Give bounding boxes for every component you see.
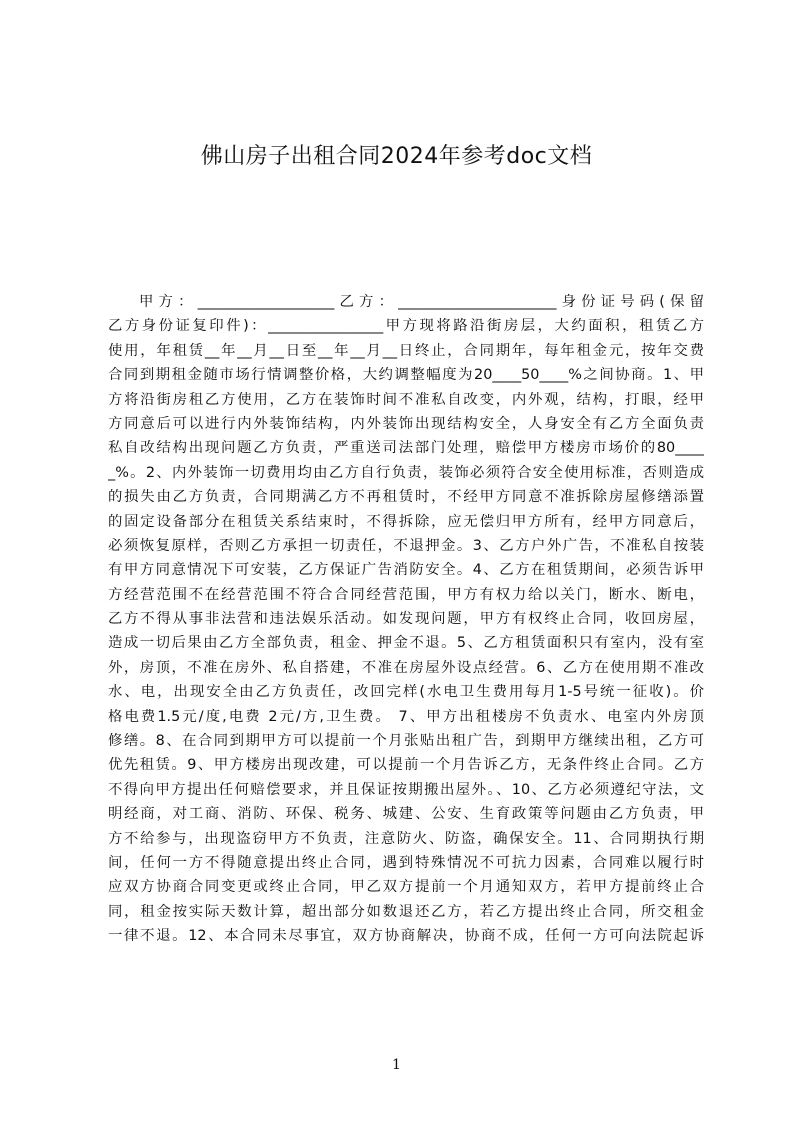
- body-line: 私自改结构出现问题乙方负责，严重送司法部门处理，赔偿甲方楼房市场价的80____: [108, 440, 704, 457]
- body-line: 的损失由乙方负责，合同期满乙方不再租赁时，不经甲方同意不准拆除房屋修缮添置: [108, 489, 704, 506]
- body-line: 必须恢复原样，否则乙方承担一切责任，不退押金。3、乙方户外广告，不准私自按装: [108, 537, 704, 554]
- body-line: _%。2、内外装饰一切费用均由乙方自行负责，装饰必须符合安全使用标准，否则造成: [108, 464, 704, 481]
- body-line: 使用，年租赁__年__月__日至__年__月__日终止，合同期年，每年租金元，按年交费: [108, 342, 704, 359]
- body-line: 方将沿街房租乙方使用，乙方在装饰时间不准私自改变，内外观，结构，打眼，经甲: [108, 391, 704, 408]
- body-line: 有甲方同意情况下可安装，乙方保证广告消防安全。4、乙方在租赁期间，必须告诉甲: [108, 562, 704, 579]
- contract-body: [108, 290, 704, 1010]
- page-number: 1: [392, 1057, 401, 1073]
- body-line: 不得向甲方提出任何赔偿要求，并且保证按期搬出屋外。、10、乙方必须遵纪守法，文: [108, 781, 704, 798]
- body-line: 优先租赁。9、甲方楼房出现改建，可以提前一个月告诉乙方，无条件终止合同。乙方: [108, 757, 704, 774]
- body-line: 方不给参与，出现盗窃甲方不负责，注意防火、防盗，确保安全。11、合同期执行期: [108, 830, 704, 847]
- body-line: 甲方：___________________乙方：______________________身份证号码(保留: [139, 294, 704, 310]
- body-line: 方经营范围不在经营范围不符合合同经营范围，甲方有权力给以关门，断水、断电，: [108, 586, 704, 603]
- body-line: 格电费1.5元/度,电费 2元/方,卫生费。 7、甲方出租楼房不负责水、电室内外房顶: [108, 708, 704, 725]
- body-line: 的固定设备部分在租赁关系结束时，不得拆除，应无偿归甲方所有，经甲方同意后，: [108, 513, 704, 530]
- body-line: 修缮。8、在合同到期甲方可以提前一个月张贴出租广告，到期甲方继续出租，乙方可: [108, 733, 704, 750]
- body-line: 间，任何一方不得随意提出终止合同，遇到特殊情况不可抗力因素，合同难以履行时: [108, 854, 704, 871]
- body-line: 方同意后可以进行内外装饰结构，内外装饰出现结构安全，人身安全有乙方全面负责: [108, 415, 704, 432]
- body-line: 同，租金按实际天数计算，超出部分如数退还乙方，若乙方提出终止合同，所交租金: [108, 903, 704, 920]
- body-line: 一律不退。12、本合同未尽事宜，双方协商解决，协商不成，任何一方可向法院起诉: [108, 928, 704, 945]
- document-title: 佛山房子出租合同2024年参考doc文档: [200, 144, 593, 169]
- body-line: 应双方协商合同变更或终止合同，甲乙双方提前一个月通知双方，若甲方提前终止合: [108, 879, 704, 896]
- body-line: 乙方不得从事非法营和违法娱乐活动。如发现问题，甲方有权终止合同，收回房屋，: [108, 611, 704, 628]
- body-line: 外，房顶，不准在房外、私自搭建，不准在房屋外设点经营。6、乙方在使用期不准改: [108, 659, 704, 676]
- body-line: 乙方身份证复印件)：________________甲方现将路沿街房层，大约面积，租赁乙方: [108, 318, 704, 335]
- body-line: 水、电，出现安全由乙方负责任，改回完样(水电卫生费用每月1-5号统一征收)。价: [108, 684, 704, 701]
- body-line: 合同到期租金随市场行情调整价格，大约调整幅度为20____50____%之间协商。1、甲: [108, 367, 704, 384]
- body-line: 造成一切后果由乙方全部负责，租金、押金不退。5、乙方租赁面积只有室内，没有室: [108, 635, 704, 652]
- body-line: 明经商，对工商、消防、环保、税务、城建、公安、生育政策等问题由乙方负责，甲: [108, 806, 704, 823]
